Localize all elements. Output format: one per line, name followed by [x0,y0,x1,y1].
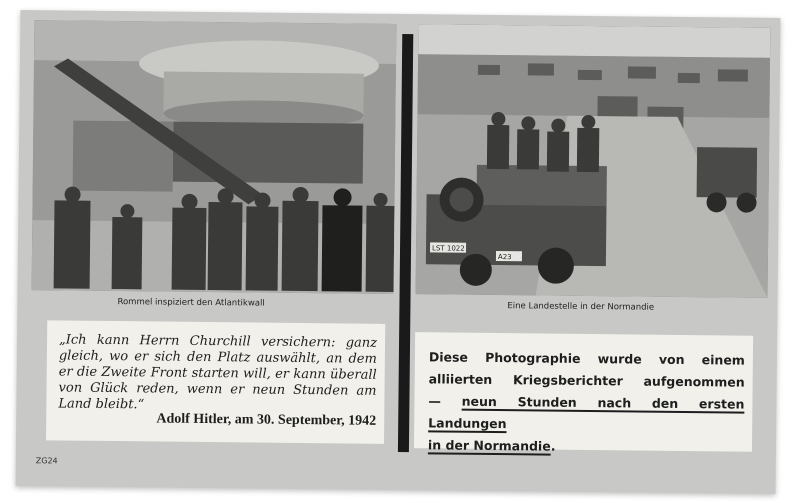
statement-line-3 [428,390,744,437]
vehicle-plate-lst: LST 1022 [431,244,465,253]
statement-line-2: alliierten Kriegsberichter aufgenommen [428,371,745,390]
statement-dash: — [428,393,462,409]
landing-photo-illustration [416,24,771,298]
bunker-photo-illustration [32,20,397,294]
leaflet-code: ZG24 [35,456,58,466]
right-photo-caption: Eine Landestelle in der Normandie [507,301,655,313]
statement-line-4 [428,434,744,459]
statement-line-1: Diese Photographie wurde von einem [428,349,745,368]
statement-period: . [550,438,556,454]
statement-box [414,332,753,452]
photo-normandy-landing [416,24,771,298]
photo-statement [428,346,745,459]
leaflet [16,10,781,494]
quote-attribution: Adolf Hitler, am 30. September, 1942 [156,411,377,429]
statement-underlined-1: neun Stunden nach den ersten Landungen [428,393,745,432]
quote-box [46,320,385,444]
left-photo-caption: Rommel inspiziert den Atlantikwall [117,297,265,309]
hitler-quote: „Ich kann Herrn Churchill versichern: ganz gleich, wo er sich den Platz auswählt, an dem er die Zweite Front starten will, er kann überall von Glück reden, wenn er neun Stunden am Land bleibt.“ [58,332,378,413]
vehicle-plate-a23: A23 [497,253,512,262]
photo-rommel-atlantic-wall [32,20,397,294]
center-divider [398,34,413,452]
statement-underlined-2: in der Normandie [427,437,551,454]
